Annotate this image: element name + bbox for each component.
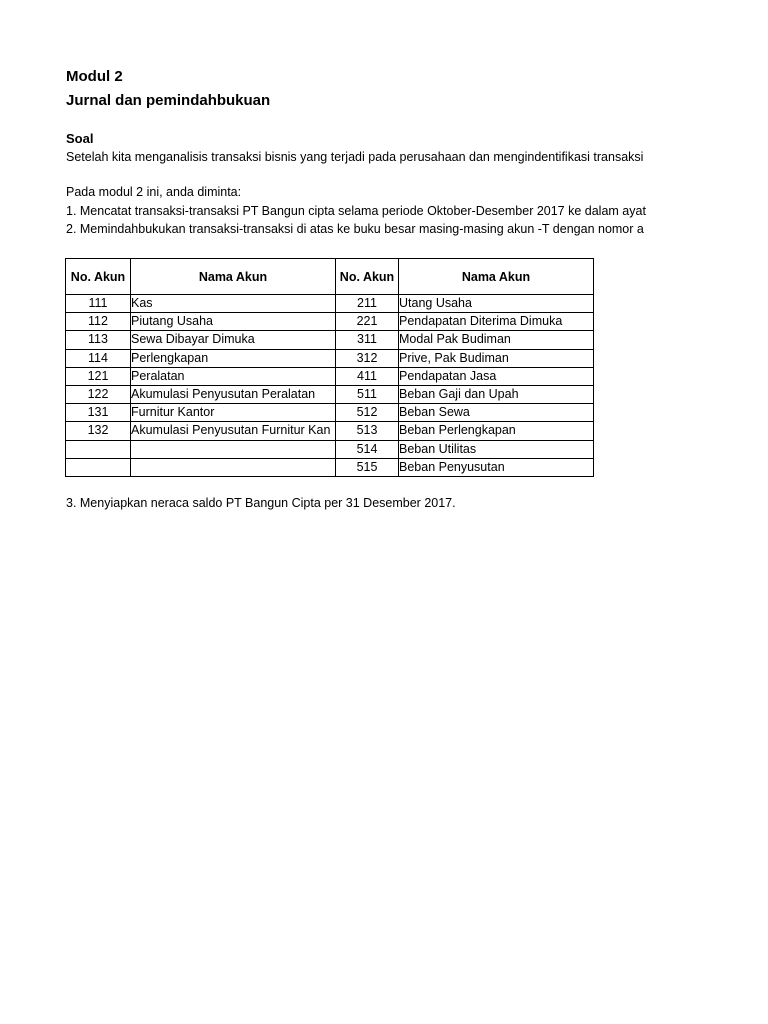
intro-paragraph: Setelah kita menganalisis transaksi bisnis yang terjadi pada perusahaan dan mengindentifikasi transaksi <box>66 150 644 164</box>
account-name: Beban Gaji dan Upah <box>399 385 594 403</box>
account-name: Prive, Pak Budiman <box>399 349 594 367</box>
account-name: Pendapatan Diterima Dimuka <box>399 313 594 331</box>
account-name: Beban Utilitas <box>399 440 594 458</box>
account-number: 113 <box>66 331 131 349</box>
table-row <box>66 404 594 422</box>
account-name: Beban Sewa <box>399 404 594 422</box>
instruction-text: Pada modul 2 ini, anda diminta: <box>66 185 242 199</box>
task-item-1: 1. Mencatat transaksi-transaksi PT Bangun cipta selama periode Oktober-Desember 2017 ke dalam ayat <box>66 204 646 218</box>
account-number <box>66 440 131 458</box>
account-number: 111 <box>66 295 131 313</box>
account-name: Pendapatan Jasa <box>399 367 594 385</box>
table-row <box>66 458 594 476</box>
account-number: 515 <box>336 458 399 476</box>
account-number: 411 <box>336 367 399 385</box>
account-name <box>131 440 336 458</box>
account-number: 514 <box>336 440 399 458</box>
account-name <box>131 458 336 476</box>
header-account-name: Nama Akun <box>131 259 336 295</box>
account-number: 121 <box>66 367 131 385</box>
account-number: 221 <box>336 313 399 331</box>
account-name: Modal Pak Budiman <box>399 331 594 349</box>
table-row <box>66 367 594 385</box>
account-number: 513 <box>336 422 399 440</box>
account-number: 112 <box>66 313 131 331</box>
account-name: Akumulasi Penyusutan Peralatan <box>131 385 336 403</box>
table-row <box>66 295 594 313</box>
table-row <box>66 422 594 440</box>
account-name: Akumulasi Penyusutan Furnitur Kan <box>131 422 336 440</box>
module-subtitle: Jurnal dan pemindahbukuan <box>66 92 271 109</box>
account-name: Piutang Usaha <box>131 313 336 331</box>
section-label: Soal <box>66 131 94 146</box>
account-number: 312 <box>336 349 399 367</box>
account-name: Utang Usaha <box>399 295 594 313</box>
header-account-number: No. Akun <box>336 259 399 295</box>
task-item-3: 3. Menyiapkan neraca saldo PT Bangun Cipta per 31 Desember 2017. <box>66 496 456 510</box>
table-row <box>66 440 594 458</box>
header-account-number: No. Akun <box>66 259 131 295</box>
table-row <box>66 331 594 349</box>
account-number: 511 <box>336 385 399 403</box>
account-number: 512 <box>336 404 399 422</box>
account-number: 122 <box>66 385 131 403</box>
table-row <box>66 313 594 331</box>
account-number: 211 <box>336 295 399 313</box>
account-number: 131 <box>66 404 131 422</box>
table-row <box>66 385 594 403</box>
module-title: Modul 2 <box>66 68 123 85</box>
account-name: Perlengkapan <box>131 349 336 367</box>
account-number <box>66 458 131 476</box>
account-name: Beban Penyusutan <box>399 458 594 476</box>
table-header-row <box>66 259 594 295</box>
account-name: Peralatan <box>131 367 336 385</box>
account-name: Kas <box>131 295 336 313</box>
task-item-2: 2. Memindahbukukan transaksi-transaksi di atas ke buku besar masing-masing akun -T dengan nomor a <box>66 222 644 236</box>
account-table <box>65 258 594 477</box>
header-account-name: Nama Akun <box>399 259 594 295</box>
account-number: 114 <box>66 349 131 367</box>
account-number: 311 <box>336 331 399 349</box>
account-name: Furnitur Kantor <box>131 404 336 422</box>
account-name: Beban Perlengkapan <box>399 422 594 440</box>
table-row <box>66 349 594 367</box>
account-name: Sewa Dibayar Dimuka <box>131 331 336 349</box>
account-number: 132 <box>66 422 131 440</box>
